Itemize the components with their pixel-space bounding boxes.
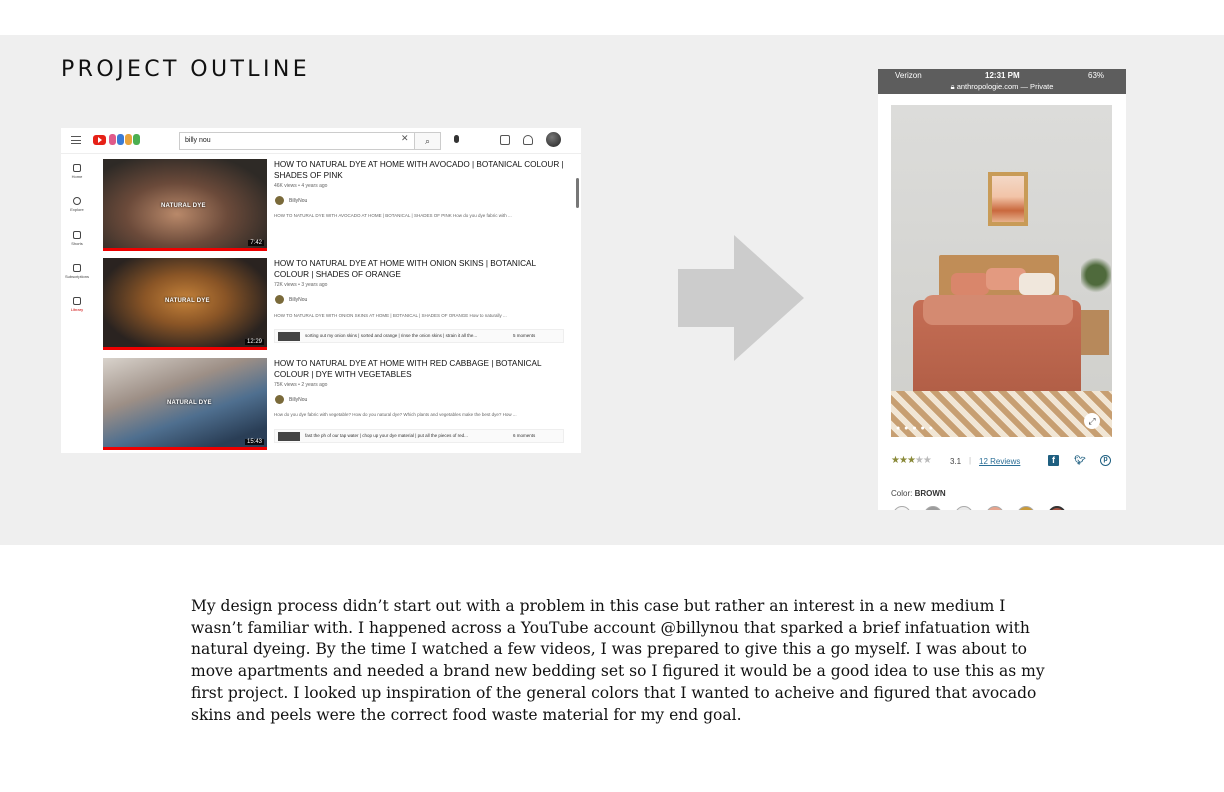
key-moments-text: fast the ph of our tap water | chop up your dye material | put all the pieces of red...	[305, 433, 468, 438]
channel-name[interactable]: BillyNou	[289, 397, 308, 403]
thumbnail-watermark: NATURAL DYE	[161, 203, 206, 209]
library-icon	[73, 297, 81, 305]
sidebar-item-library[interactable]: Library	[61, 297, 93, 312]
create-video-icon[interactable]	[500, 135, 510, 145]
channel-name[interactable]: BillyNou	[289, 297, 308, 303]
color-swatch[interactable]	[924, 506, 942, 510]
address-bar[interactable]	[878, 82, 1126, 92]
key-moment-thumbnail	[278, 332, 300, 341]
star-rating	[891, 455, 931, 466]
channel-avatar[interactable]	[275, 395, 284, 404]
color-swatch[interactable]	[986, 506, 1004, 510]
color-label-row	[891, 489, 946, 498]
doodle-icon	[117, 134, 124, 145]
avatar[interactable]	[546, 132, 561, 147]
list-item[interactable]	[103, 159, 573, 251]
phone-screenshot	[878, 69, 1126, 510]
sidebar-item-subscriptions[interactable]: Subscriptions	[61, 264, 93, 279]
body-paragraph: My design process didn’t start out with a problem in this case but rather an interest in a new medium I wasn’t familiar with. I happened across a YouTube account @billynou that sparked a brief infatuation with natural dyeing. By the time I watched a few videos, I was prepared to give this a go myself. I was about to move apartments and needed a brand new bedding set so I figured it would be a good idea to use this as my first project. I looked up inspiration of the general colors that I wanted to acheive and figured that avocado skins and peels were the correct food waste material for my end goal.	[191, 597, 1045, 724]
color-swatch[interactable]	[1017, 506, 1035, 510]
product-image[interactable]	[891, 105, 1112, 437]
channel-avatar[interactable]	[275, 196, 284, 205]
clear-search-icon[interactable]: ✕	[401, 133, 409, 143]
list-item[interactable]	[103, 358, 573, 450]
notifications-bell-icon[interactable]	[523, 135, 533, 145]
video-thumbnail[interactable]	[103, 258, 267, 350]
thumbnail-watermark: NATURAL DYE	[167, 400, 212, 406]
pillow	[951, 273, 989, 295]
compass-icon	[73, 197, 81, 205]
microphone-icon[interactable]	[454, 135, 459, 143]
pinterest-icon[interactable]: p	[1100, 455, 1111, 466]
lock-icon: 🔒︎	[950, 82, 955, 91]
sidebar-item-explore[interactable]: Explore	[61, 197, 93, 212]
video-title[interactable]: HOW TO NATURAL DYE AT HOME WITH RED CABBAGE | BOTANICAL COLOUR | DYE WITH VEGETABLES	[274, 359, 542, 379]
pillow	[1019, 273, 1055, 295]
color-swatch[interactable]	[955, 506, 973, 510]
watch-progress-bar	[103, 447, 267, 450]
hamburger-menu-icon[interactable]	[71, 136, 81, 144]
video-meta: 46K views • 4 years ago	[274, 183, 328, 189]
color-swatch[interactable]	[893, 506, 911, 510]
channel-name[interactable]: BillyNou	[289, 198, 308, 204]
divider: |	[969, 456, 972, 465]
product-rating	[891, 455, 1112, 469]
search-button[interactable]: ⌕	[415, 132, 441, 150]
key-moments[interactable]	[274, 329, 564, 343]
key-moment-thumbnail	[278, 432, 300, 441]
video-duration: 15:43	[246, 439, 262, 445]
video-duration: 7:42	[250, 240, 262, 246]
carrier-label: Verizon	[895, 71, 922, 80]
duvet	[923, 295, 1073, 325]
subscriptions-icon	[73, 264, 81, 272]
video-thumbnail[interactable]	[103, 159, 267, 251]
youtube-header	[61, 128, 581, 154]
video-description: HOW TO NATURAL DYE WITH ONION SKINS AT HOME | BOTANICAL | SHADES OF ORANGE How to naturally ...	[274, 313, 507, 318]
sidebar-item-shorts[interactable]: Shorts	[61, 231, 93, 246]
carousel-dots[interactable]: ● ● ● ● ●	[896, 425, 934, 432]
star-empty-icon: ★	[922, 455, 931, 466]
color-label: Color:	[891, 489, 913, 498]
color-value: BROWN	[914, 489, 946, 498]
watch-progress-bar	[103, 347, 267, 350]
key-moments-text: sorting out my onion skins | sorted and orange | rinse the onion skins | strain it all the...	[305, 333, 478, 338]
key-moments-count: 5 moments	[513, 333, 536, 338]
video-title[interactable]: HOW TO NATURAL DYE AT HOME WITH AVOCADO | BOTANICAL COLOUR | SHADES OF PINK	[274, 160, 564, 180]
battery-label: 63%	[1088, 71, 1105, 80]
url-text: anthropologie.com — Private	[956, 82, 1054, 91]
youtube-screenshot	[61, 128, 581, 453]
expand-icon[interactable]: ⤢	[1084, 413, 1100, 429]
list-item[interactable]	[103, 258, 573, 350]
doodle-icon	[109, 134, 116, 145]
color-swatch[interactable]	[1048, 506, 1066, 510]
star-filled-icon: ★	[906, 455, 915, 466]
search-input[interactable]: billy nou	[179, 132, 415, 150]
youtube-logo-icon[interactable]	[93, 135, 106, 145]
key-moments[interactable]	[274, 429, 564, 443]
thumbnail-watermark: NATURAL DYE	[165, 298, 210, 304]
video-meta: 72K views • 3 years ago	[274, 282, 328, 288]
rating-value: 3.1	[950, 457, 962, 466]
star-empty-icon: ★	[914, 455, 923, 466]
video-thumbnail[interactable]	[103, 358, 267, 450]
home-icon	[73, 164, 81, 172]
shorts-icon	[73, 231, 81, 239]
clock: 12:31 PM	[985, 71, 1020, 80]
page-title: PROJECT OUTLINE	[61, 57, 311, 82]
video-description: How do you dye fabric with vegetable? How do you natural dye? Which plants and vegetables make the best dye? How ...	[274, 412, 517, 417]
facebook-icon[interactable]: f	[1048, 455, 1059, 466]
channel-avatar[interactable]	[275, 295, 284, 304]
scrollbar[interactable]	[576, 178, 579, 208]
star-filled-icon: ★	[891, 455, 899, 466]
video-title[interactable]: HOW TO NATURAL DYE AT HOME WITH ONION SKINS | BOTANICAL COLOUR | SHADES OF ORANGE	[274, 259, 536, 279]
star-filled-icon: ★	[898, 455, 907, 466]
sidebar-item-home[interactable]: Home	[61, 164, 93, 179]
key-moments-count: 6 moments	[513, 433, 536, 438]
video-meta: 75K views • 2 years ago	[274, 382, 328, 388]
reviews-link[interactable]: 12 Reviews	[979, 457, 1021, 466]
video-description: HOW TO NATURAL DYE WITH AVOCADO AT HOME | BOTANICAL | SHADES OF PINK How do you dye fabric with ...	[274, 213, 512, 218]
video-duration: 12:29	[246, 339, 262, 345]
twitter-icon[interactable]: 🐦︎	[1074, 455, 1086, 465]
watch-progress-bar	[103, 248, 267, 251]
youtube-sidebar	[61, 154, 93, 453]
right-arrow-icon	[677, 235, 804, 361]
doodle-icon	[125, 134, 132, 145]
doodle-icon	[133, 134, 140, 145]
nightstand	[1081, 310, 1109, 355]
status-bar	[878, 69, 1126, 94]
wall-art	[988, 172, 1028, 226]
plant	[1081, 255, 1111, 295]
